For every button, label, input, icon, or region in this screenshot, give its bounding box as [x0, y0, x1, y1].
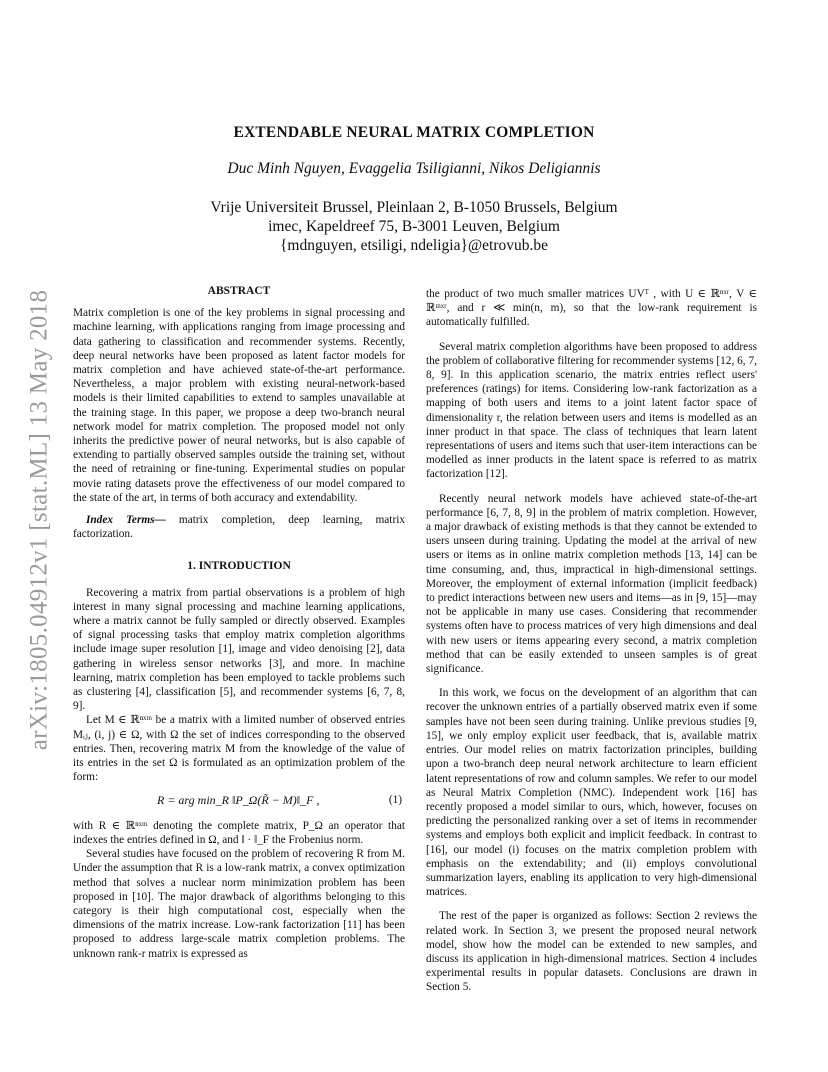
affiliation-block [0, 198, 828, 255]
abstract-heading: ABSTRACT [207, 285, 271, 297]
index-terms-text: matrix completion, deep learning, matrix factorization. [73, 514, 405, 541]
body-paragraph: with R ∈ ℝⁿˣᵐ denoting the complete matrix, P_Ω an operator that indexes the entries defined in Ω, and ‖ · ‖_F the Frobenius norm. [73, 819, 405, 846]
body-paragraph: the product of two much smaller matrices UVᵀ , with U ∈ ℝⁿˣʳ, V ∈ ℝᵐˣʳ, and r ≪ min(n, m), so that the low-rank requirement is automatically fulfilled. [426, 288, 757, 329]
left-column [73, 284, 405, 961]
affiliation-line: imec, Kapeldreef 75, B-3001 Leuven, Belgium [268, 218, 560, 235]
body-paragraph: Several studies have focused on the problem of recovering R from M. Under the assumption that R is a low-rank matrix, a convex optimization method that solves a nuclear norm minimization problem has been proposed in [10]. The major drawback of algorithms belonging to this category is their high computational cost, especially when the dimensions of the matrix increase. Low-rank factorization [11] has been proposed to address large-scale matrix completion problems. The unknown rank-r matrix is expressed as [73, 848, 405, 960]
body-paragraph: Recently neural network models have achieved state-of-the-art performance [6, 7, 8, 9] in the problem of matrix completion. However, a major drawback of existing methods is that they cannot be extended to users unseen during training. Updating the model at the arrival of new users or items as in online matrix completion methods [13, 14] can be time consuming, and, thus, impractical in high-dimensional settings. Moreover, the employment of external information (implicit feedback) to predict interactions between new users and items—as in [9, 15]—may not be applicable in many use cases. Considering that recommender systems often have to process matrices of very high dimensions and deal with new users or items appearing every second, a matrix completion method that can be easily extended to unseen samples is of great significance. [426, 492, 757, 676]
right-column [426, 287, 757, 995]
arxiv-identifier [22, 270, 56, 770]
introduction-heading: 1. INTRODUCTION [187, 560, 291, 573]
equation-block [73, 793, 405, 807]
author-list: Duc Minh Nguyen, Evaggelia Tsiligianni, Nikos Deligiannis [227, 160, 601, 177]
equation-number: (1) [388, 793, 402, 806]
body-paragraph: Several matrix completion algorithms have been proposed to address the problem of collaborative filtering for recommender systems [12, 6, 7, 8, 9]. In this application scenario, the matrix entries reflect users' preferences (ratings) for items. Considering low-rank factorization as a mapping of both users and items to a joint latent factor space of dimensionality r, the relation between users and items is modelled as an inner product in that space. The class of techniques that learn latent representations of users and items such that user-item interactions can be modelled as inner products in the latent space is referred to as matrix factorization [12]. [426, 340, 757, 481]
body-paragraph: Let M ∈ ℝⁿˣᵐ be a matrix with a limited number of observed entries Mᵢⱼ, (i, j) ∈ Ω, with Ω the set of indices corresponding to the observed entries. Then, recovering matrix M from the knowledge of the value of its entries in the set Ω is formulated as an optimization problem of the form: [73, 714, 405, 784]
body-paragraph: Recovering a matrix from partial observations is a problem of high interest in many signal processing and machine learning applications, where a matrix cannot be fully sampled or directly observed. Examples of signal processing tasks that employ matrix completion algorithms include image super resolution [1], image and video denoising [2], data gathering in wireless sensor networks [3], and more. In machine learning, matrix completion has been employed to tackle problems such as clustering [4], classification [5], and recommender systems [6, 7, 8, 9]. [73, 586, 405, 713]
paper-title: EXTENDABLE NEURAL MATRIX COMPLETION [233, 124, 595, 141]
body-paragraph: The rest of the paper is organized as follows: Section 2 reviews the related work. In Section 3, we present the proposed neural network model, show how the model can be extended to new samples, and discuss its application in high-dimensional matrices. Section 4 includes experimental results in popular datasets. Conclusions are drawn in Section 5. [426, 910, 757, 994]
email-line: {mdnguyen, etsiligi, ndeligia}@etrovub.be [279, 237, 549, 254]
equation: R = arg min_R ‖P_Ω(R̃ − M)‖_F , [157, 792, 320, 807]
index-terms-label: Index Terms— [86, 514, 166, 527]
affiliation-line: Vrije Universiteit Brussel, Pleinlaan 2, B-1050 Brussels, Belgium [210, 199, 618, 216]
arxiv-identifier-text: arXiv:1805.04912v1 [stat.ML] 13 May 2018 [25, 289, 52, 751]
body-paragraph: In this work, we focus on the development of an algorithm that can recover the unknown entries of a partially observed matrix even if some samples have not been seen during training. Unlike previous studies [9, 15], we only employ explicit user feedback, that is, available matrix entries. Our model relies on matrix factorization principles, building upon a two-branch deep neural network architecture to learn efficient latent representations of row and column samples. We refer to our model as Neural Matrix Completion (NMC). Independent work [16] has recently proposed a model similar to ours, which, however, focuses on predicting the personalized ranking over a set of items in recommender systems and employs both explicit and implicit feedback. In contrast to [16], our model (i) focuses on the matrix completion problem with emphasis on the extendability; and (ii) employs convolutional summarization layers, enabling its application to very high-dimensional matrices. [426, 687, 757, 899]
index-terms [73, 513, 405, 541]
abstract-text: Matrix completion is one of the key problems in signal processing and machine learning, with applications ranging from image processing and data gathering to classification and recommender systems. Recently, deep neural networks have been proposed as latent factor models for matrix completion and have achieved state-of-the-art performance. Nevertheless, a major problem with existing neural-network-based models is their limited capabilities to extend to samples unavailable at the training stage. In this paper, we propose a deep two-branch neural network model for matrix completion. The proposed model not only inherits the predictive power of neural networks, but is also capable of extending to partially observed samples outside the training set, without the need of retraining or fine-tuning. Experimental studies on popular movie rating datasets prove the effectiveness of our model compared to the state of the art, in terms of both accuracy and extendability. [73, 307, 405, 504]
